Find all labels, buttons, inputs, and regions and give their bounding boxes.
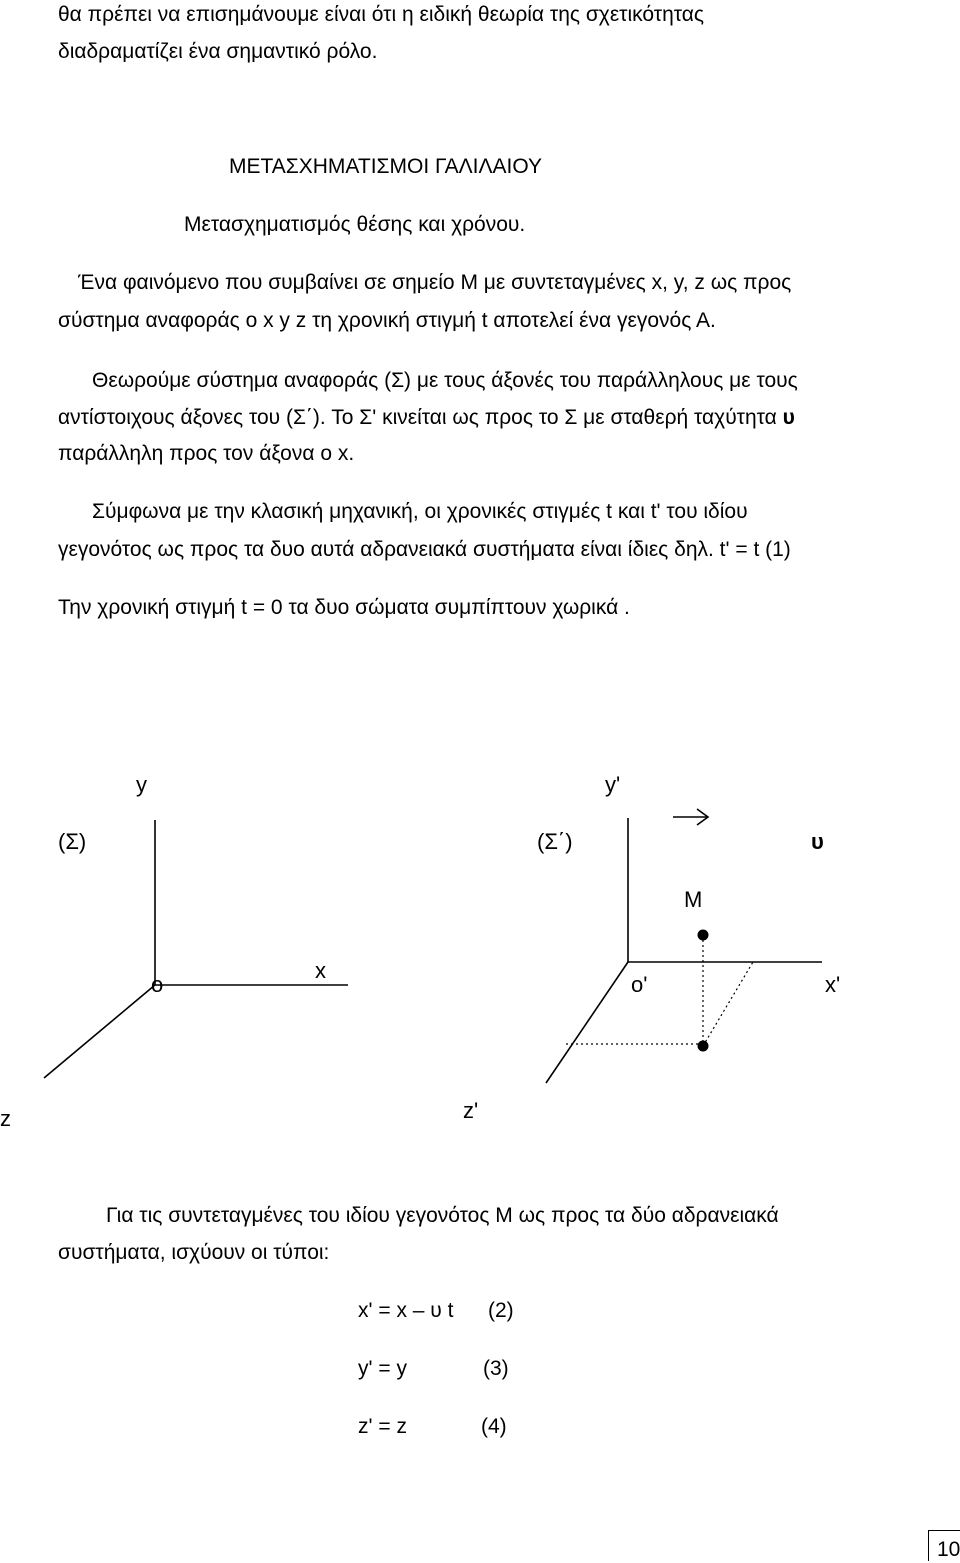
point-m-projection	[698, 1041, 709, 1052]
section-heading: ΜΕΤΑΣΧΗΜΑΤΙΣΜΟΙ ΓΑΛΙΛΑΙΟΥ	[229, 155, 543, 178]
sigma-prime-z-axis	[546, 962, 628, 1083]
equation-2-number: (2)	[488, 1299, 514, 1322]
sigma-z-axis	[44, 985, 155, 1078]
equation-4-expression: z' = z	[358, 1415, 407, 1438]
sigma-label: (Σ)	[58, 829, 87, 854]
paragraph-1-line-1: Ένα φαινόμενο που συμβαίνει σε σημείο Μ με συντεταγμένες x, y, z ως προς	[78, 271, 792, 294]
point-m	[698, 930, 709, 941]
sigma-origin-label: ο	[151, 972, 164, 997]
paragraph-2-line-1: Θεωρούμε σύστημα αναφοράς (Σ) με τους άξονές του παράλληλους με τους	[92, 369, 798, 392]
intro-line-2: διαδραματίζει ένα σημαντικό ρόλο.	[58, 40, 378, 63]
sigma-y-label: y	[136, 772, 147, 797]
sigma-prime-y-label: y'	[605, 772, 621, 797]
page-number: 10	[937, 1538, 960, 1561]
projection-diagonal	[703, 962, 753, 1046]
sigma-x-label: x	[315, 958, 326, 983]
sigma-prime-x-label: x'	[825, 972, 841, 997]
paragraph-4: Την χρονική στιγμή t = 0 τα δυο σώματα συμπίπτουν χωρικά .	[58, 596, 630, 619]
sigma-prime-origin-label: ο'	[631, 972, 648, 997]
equation-3-number: (3)	[483, 1357, 509, 1380]
paragraph-3-line-2: γεγονότος ως προς τα δυο αυτά αδρανειακά συστήματα είναι ίδιες δηλ. t' = t (1)	[58, 538, 791, 561]
point-m-label: Μ	[684, 887, 703, 912]
equation-3-expression: y' = y	[358, 1357, 407, 1380]
equation-4-number: (4)	[481, 1415, 507, 1438]
sigma-prime-z-label: z'	[463, 1098, 479, 1123]
paragraph-5-line-1: Για τις συντεταγμένες του ιδίου γεγονότος Μ ως προς τα δύο αδρανειακά	[106, 1204, 779, 1227]
paragraph-2-line-3: παράλληλη προς τον άξονα ο x.	[58, 442, 355, 465]
sigma-prime-label: (Σ΄)	[537, 829, 573, 854]
equation-2-expression: x' = x – υ t	[358, 1299, 454, 1322]
paragraph-5-line-2: συστήματα, ισχύουν οι τύποι:	[58, 1241, 330, 1264]
sigma-z-label: z	[0, 1106, 11, 1131]
paragraph-3-line-1: Σύμφωνα με την κλασική μηχανική, οι χρονικές στιγμές t και t' του ιδίου	[92, 500, 748, 523]
intro-line-1: θα πρέπει να επισημάνουμε είναι ότι η ειδική θεωρία της σχετικότητας	[58, 3, 705, 26]
velocity-symbol: υ	[782, 406, 795, 429]
paragraph-1-line-2: σύστημα αναφοράς ο x y z τη χρονική στιγμή t αποτελεί ένα γεγονός Α.	[58, 309, 716, 332]
section-subheading: Μετασχηματισμός θέσης και χρόνου.	[184, 213, 526, 236]
paragraph-2-line-2-text: αντίστοιχους άξονες του (Σ΄). Το Σ' κινείται ως προς το Σ με σταθερή ταχύτητα	[58, 406, 783, 429]
velocity-label: υ	[811, 829, 824, 854]
